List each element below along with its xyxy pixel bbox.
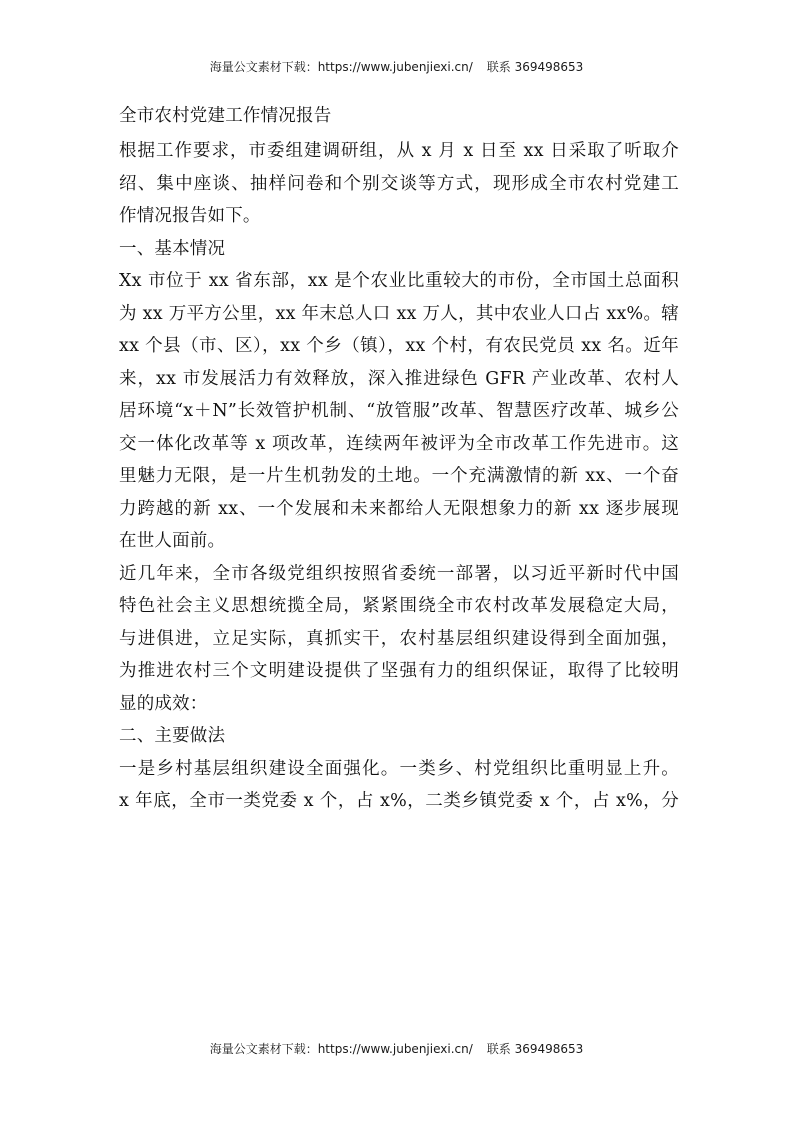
page-header — [0, 59, 793, 75]
paragraph-line: 力跨越的新 xx、一个发展和未来都给人无限想象力的新 xx 逐步展现 — [119, 498, 679, 519]
paragraph-line: 里魅力无限，是一片生机勃发的土地。一个充满激情的新 xx、一个奋 — [119, 466, 679, 486]
paragraph-line: 特色社会主义思想统揽全局，紧紧围绕全市农村改革发展稳定大局， — [119, 596, 679, 616]
paragraph-line: x 年底，全市一类党委 x 个，占 x%，二类乡镇党委 x 个，占 x%，分 — [119, 791, 679, 811]
paragraph-line: 近几年来，全市各级党组织按照省委统一部署，以习近平新时代中国 — [119, 563, 679, 584]
document-body — [119, 100, 679, 818]
footer-text: 海量公文素材下载：https://www.jubenjiexi.cn/ — [209, 1042, 473, 1056]
intro-paragraph — [119, 135, 679, 233]
paragraph-line: 来，xx 市发展活力有效释放，深入推进绿色 GFR 产业改革、农村人 — [119, 368, 679, 389]
paragraph-line: xx 个县（市、区），xx 个乡（镇），xx 个村，有农民党员 xx 名。近年 — [119, 336, 679, 356]
paragraph-line: 与进俱进，立足实际，真抓实干，农村基层组织建设得到全面加强， — [119, 628, 679, 649]
paragraph-line: 显的成效： — [119, 693, 208, 714]
paragraph-line: 居环境“x＋N”长效管护机制、“放管服”改革、智慧医疗改革、城乡公 — [119, 401, 679, 421]
paragraph-line: 绍、集中座谈、抽样问卷和个别交谈等方式，现形成全市农村党建工 — [119, 173, 679, 194]
paragraph-line: 根据工作要求，市委组建调研组，从 x 月 x 日至 xx 日采取了听取介 — [119, 141, 679, 161]
paragraph-line: 作情况报告如下。 — [119, 206, 261, 226]
header-text: 海量公文素材下载：https://www.jubenjiexi.cn/ — [209, 60, 473, 74]
document-title: 全市农村党建工作情况报告 — [119, 106, 332, 126]
basic-situation-paragraph — [119, 265, 679, 558]
party-organization-paragraph — [119, 558, 679, 721]
section-heading-methods: 二、主要做法 — [119, 726, 226, 746]
paragraph-line: 一是乡村基层组织建设全面强化。一类乡、村党组织比重明显上升。 — [119, 758, 679, 779]
paragraph-line: 为 xx 万平方公里，xx 年末总人口 xx 万人，其中农业人口占 xx%。辖 — [119, 303, 679, 324]
header-contact: 联系 369498653 — [486, 60, 584, 74]
footer-contact: 联系 369498653 — [486, 1042, 584, 1056]
page-footer — [0, 1041, 793, 1057]
paragraph-line: 在世人面前。 — [119, 531, 226, 551]
paragraph-line: 交一体化改革等 x 项改革，连续两年被评为全市改革工作先进市。这 — [119, 433, 679, 454]
paragraph-line: 为推进农村三个文明建设提供了坚强有力的组织保证，取得了比较明 — [119, 661, 679, 681]
section-heading-basic: 一、基本情况 — [119, 238, 226, 259]
paragraph-line: Xx 市位于 xx 省东部，xx 是个农业比重较大的市份，全市国土总面积 — [119, 271, 679, 291]
methods-paragraph — [119, 753, 679, 818]
